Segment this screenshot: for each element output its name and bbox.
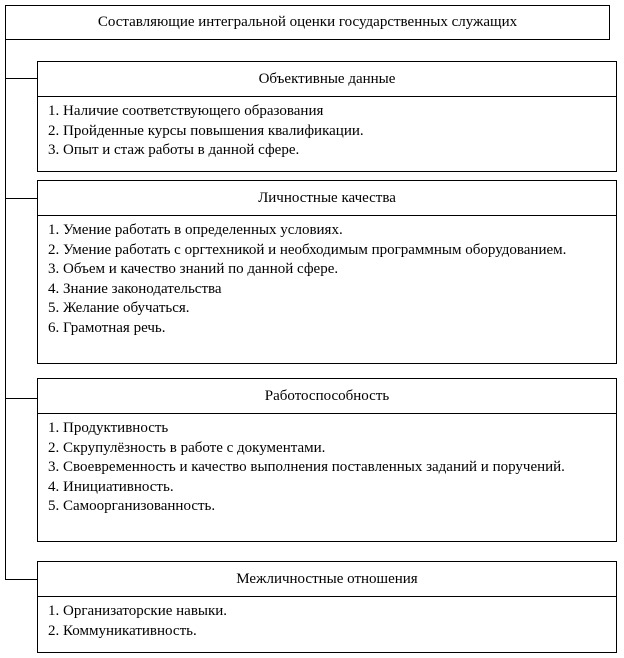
list-item: 2. Скрупулёзность в работе с документами. xyxy=(48,439,326,456)
list-item: 2. Коммуникативность. xyxy=(48,622,197,639)
connector-capacity xyxy=(5,398,38,399)
list-item: 5. Самоорганизованность. xyxy=(48,498,216,514)
list-item: 3. Своевременность и качество выполнения поставленных заданий и поручений. xyxy=(48,459,565,475)
list-item: 2. Умение работать с оргтехникой и необходимым программным оборудованием. xyxy=(48,241,567,258)
list-item: 1. Наличие соответствующего образования xyxy=(48,103,324,119)
list-item: 3. Опыт и стаж работы в данной сфере. xyxy=(48,142,300,158)
list-item: 1. Продуктивность xyxy=(48,420,169,436)
connector-vertical xyxy=(5,40,6,580)
section-heading: Работоспособность xyxy=(37,378,617,414)
list-item: 4. Инициативность. xyxy=(48,478,174,495)
list-item: 1. Организаторские навыки. xyxy=(48,603,228,619)
section-heading: Межличностные отношения xyxy=(37,561,617,597)
diagram-title: Составляющие интегральной оценки государственных служащих xyxy=(5,5,610,40)
list-item: 2. Пройденные курсы повышения квалификации. xyxy=(48,122,364,139)
section-objective-data xyxy=(37,61,617,172)
list-item: 6. Грамотная речь. xyxy=(48,319,166,336)
list-item: 3. Объем и качество знаний по данной сфере. xyxy=(48,261,339,277)
list-item: 4. Знание законодательства xyxy=(48,280,222,297)
section-heading: Объективные данные xyxy=(37,61,617,97)
section-interpersonal-relations xyxy=(37,561,617,653)
connector-interpersonal xyxy=(5,579,38,580)
connector-personal xyxy=(5,198,38,199)
connector-objective xyxy=(5,78,38,79)
section-work-capacity xyxy=(37,378,617,542)
section-personal-qualities xyxy=(37,180,617,364)
section-items xyxy=(37,216,617,364)
list-item: 1. Умение работать в определенных условиях. xyxy=(48,222,343,238)
section-items xyxy=(37,414,617,542)
section-heading: Личностные качества xyxy=(37,180,617,216)
section-items xyxy=(37,97,617,172)
section-items xyxy=(37,597,617,653)
list-item: 5. Желание обучаться. xyxy=(48,300,190,316)
